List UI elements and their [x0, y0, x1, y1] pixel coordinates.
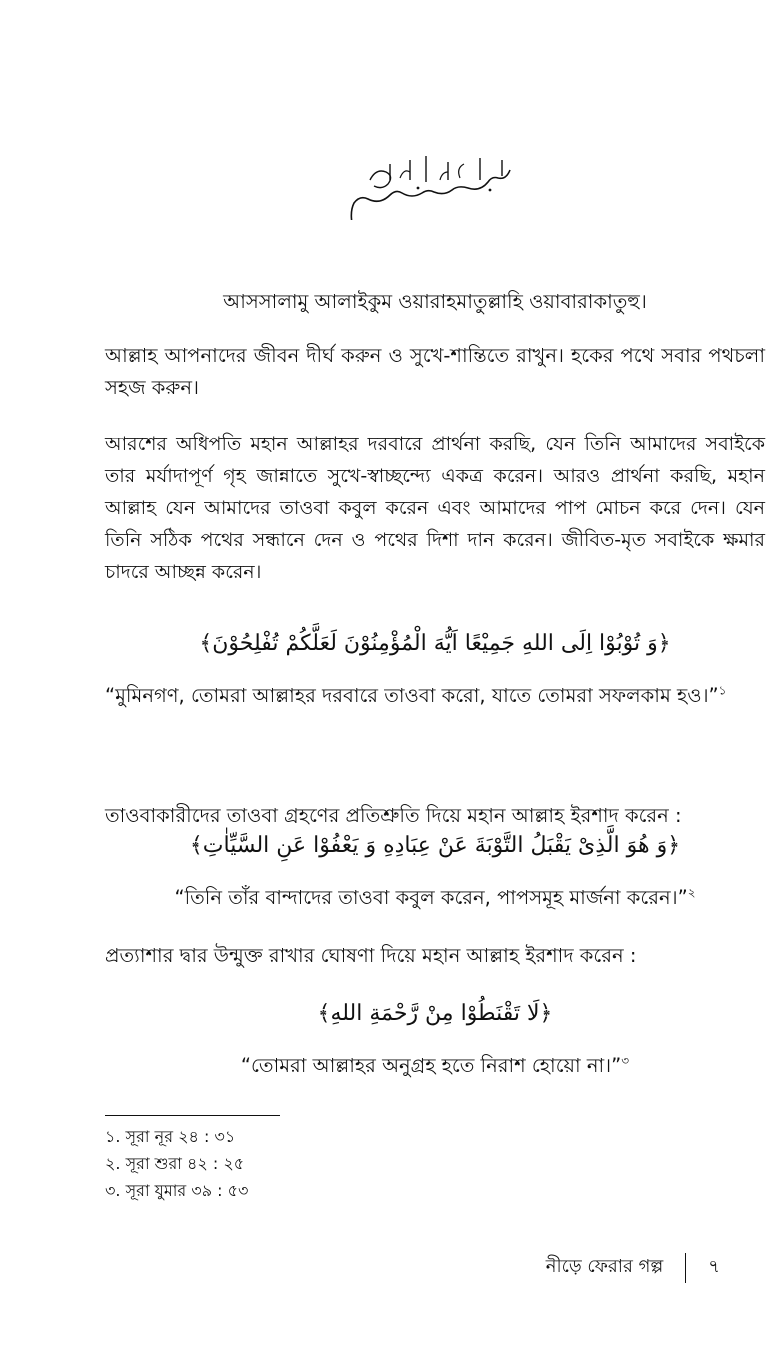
verse-1-arabic: ﴿وَ تُوْبُوْا اِلَى اللهِ جَمِيْعًا اَيُّهَ الْمُؤْمِنُوْنَ لَعَلَّكُمْ تُفْلِحُوْنَ﴾	[199, 631, 671, 656]
page-footer	[546, 1252, 720, 1283]
footnote-2: ২. সূরা শুরা ৪২ : ২৫	[105, 1154, 245, 1173]
verse-3-translation: “তোমরা আল্লাহর অনুগ্রহ হতে নিরাশ হোয়ো না।”$^৩$	[240, 1053, 630, 1077]
footnote-3: ৩. সূরা যুমার ৩৯ : ৫৩	[105, 1181, 249, 1200]
footnote-divider	[105, 1115, 280, 1116]
verse-1-translation: “মুমিনগণ, তোমরা আল্লাহর দরবারে তাওবা করো, যাতে তোমরা সফলকাম হও।”$^১$	[105, 683, 727, 707]
paragraph-2: আরশের অধিপতি মহান আল্লাহর দরবারে প্রার্থনা করছি, যেন তিনি আমাদের সবাইকে তার মর্যাদাপূর্ণ গৃহ জান্নাতে সুখে-স্বাচ্ছন্দ্যে একত্র করেন। আরও প্রার্থনা করছি, মহান আল্লাহ যেন আমাদের তাওবা কবুল করেন এবং আমাদের পাপ মোচন করে দেন। যেন তিনি সঠিক পথের সন্ধানে দেন ও পথের দিশা দান করেন। জীবিত-মৃত সবাইকে ক্ষমার চাদরে আচ্ছন্ন করেন।	[105, 433, 765, 583]
salutation: আসসালামু আলাইকুম ওয়ারাহমাতুল্লাহি ওয়াবারাকাতুহু।	[223, 290, 647, 313]
intro-3: প্রত্যাশার দ্বার উন্মুক্ত রাখার ঘোষণা দিয়ে মহান আল্লাহ ইরশাদ করেন :	[105, 944, 637, 967]
verse-2-arabic: ﴿وَ هُوَ الَّذِىْ يَقْبَلُ التَّوْبَةَ عَنْ عِبَادِهِ وَ يَعْفُوْا عَنِ السَّيِّاٰتِ﴾	[189, 833, 681, 858]
paragraph-1: আল্লাহ আপনাদের জীবন দীর্ঘ করুন ও সুখে-শান্তিতে রাখুন। হকের পথে সবার পথচলা সহজ করুন।	[105, 344, 765, 399]
bismillah-calligraphy	[330, 150, 520, 220]
footnote-marker-2: ২	[687, 885, 696, 900]
footer-separator	[685, 1253, 686, 1283]
verse-2-translation: “তিনি তাঁর বান্দাদের তাওবা কবুল করেন, পাপসমূহ মার্জনা করেন।”$^২$	[174, 885, 696, 909]
footnote-1: ১. সূরা নূর ২৪ : ৩১	[105, 1127, 236, 1146]
book-title: নীড়ে ফেরার গল্প	[545, 1256, 664, 1277]
intro-2: তাওবাকারীদের তাওবা গ্রহণের প্রতিশ্রুতি দিয়ে মহান আল্লাহ ইরশাদ করেন :	[105, 804, 682, 827]
page-number: ৭	[708, 1256, 720, 1277]
footnote-marker-1: ১	[718, 683, 727, 698]
verse-3-arabic: ﴿لَا تَقْنَطُوْا مِنْ رَّحْمَةِ اللهِ﴾	[317, 1001, 553, 1026]
footnote-marker-3: ৩	[621, 1053, 630, 1068]
